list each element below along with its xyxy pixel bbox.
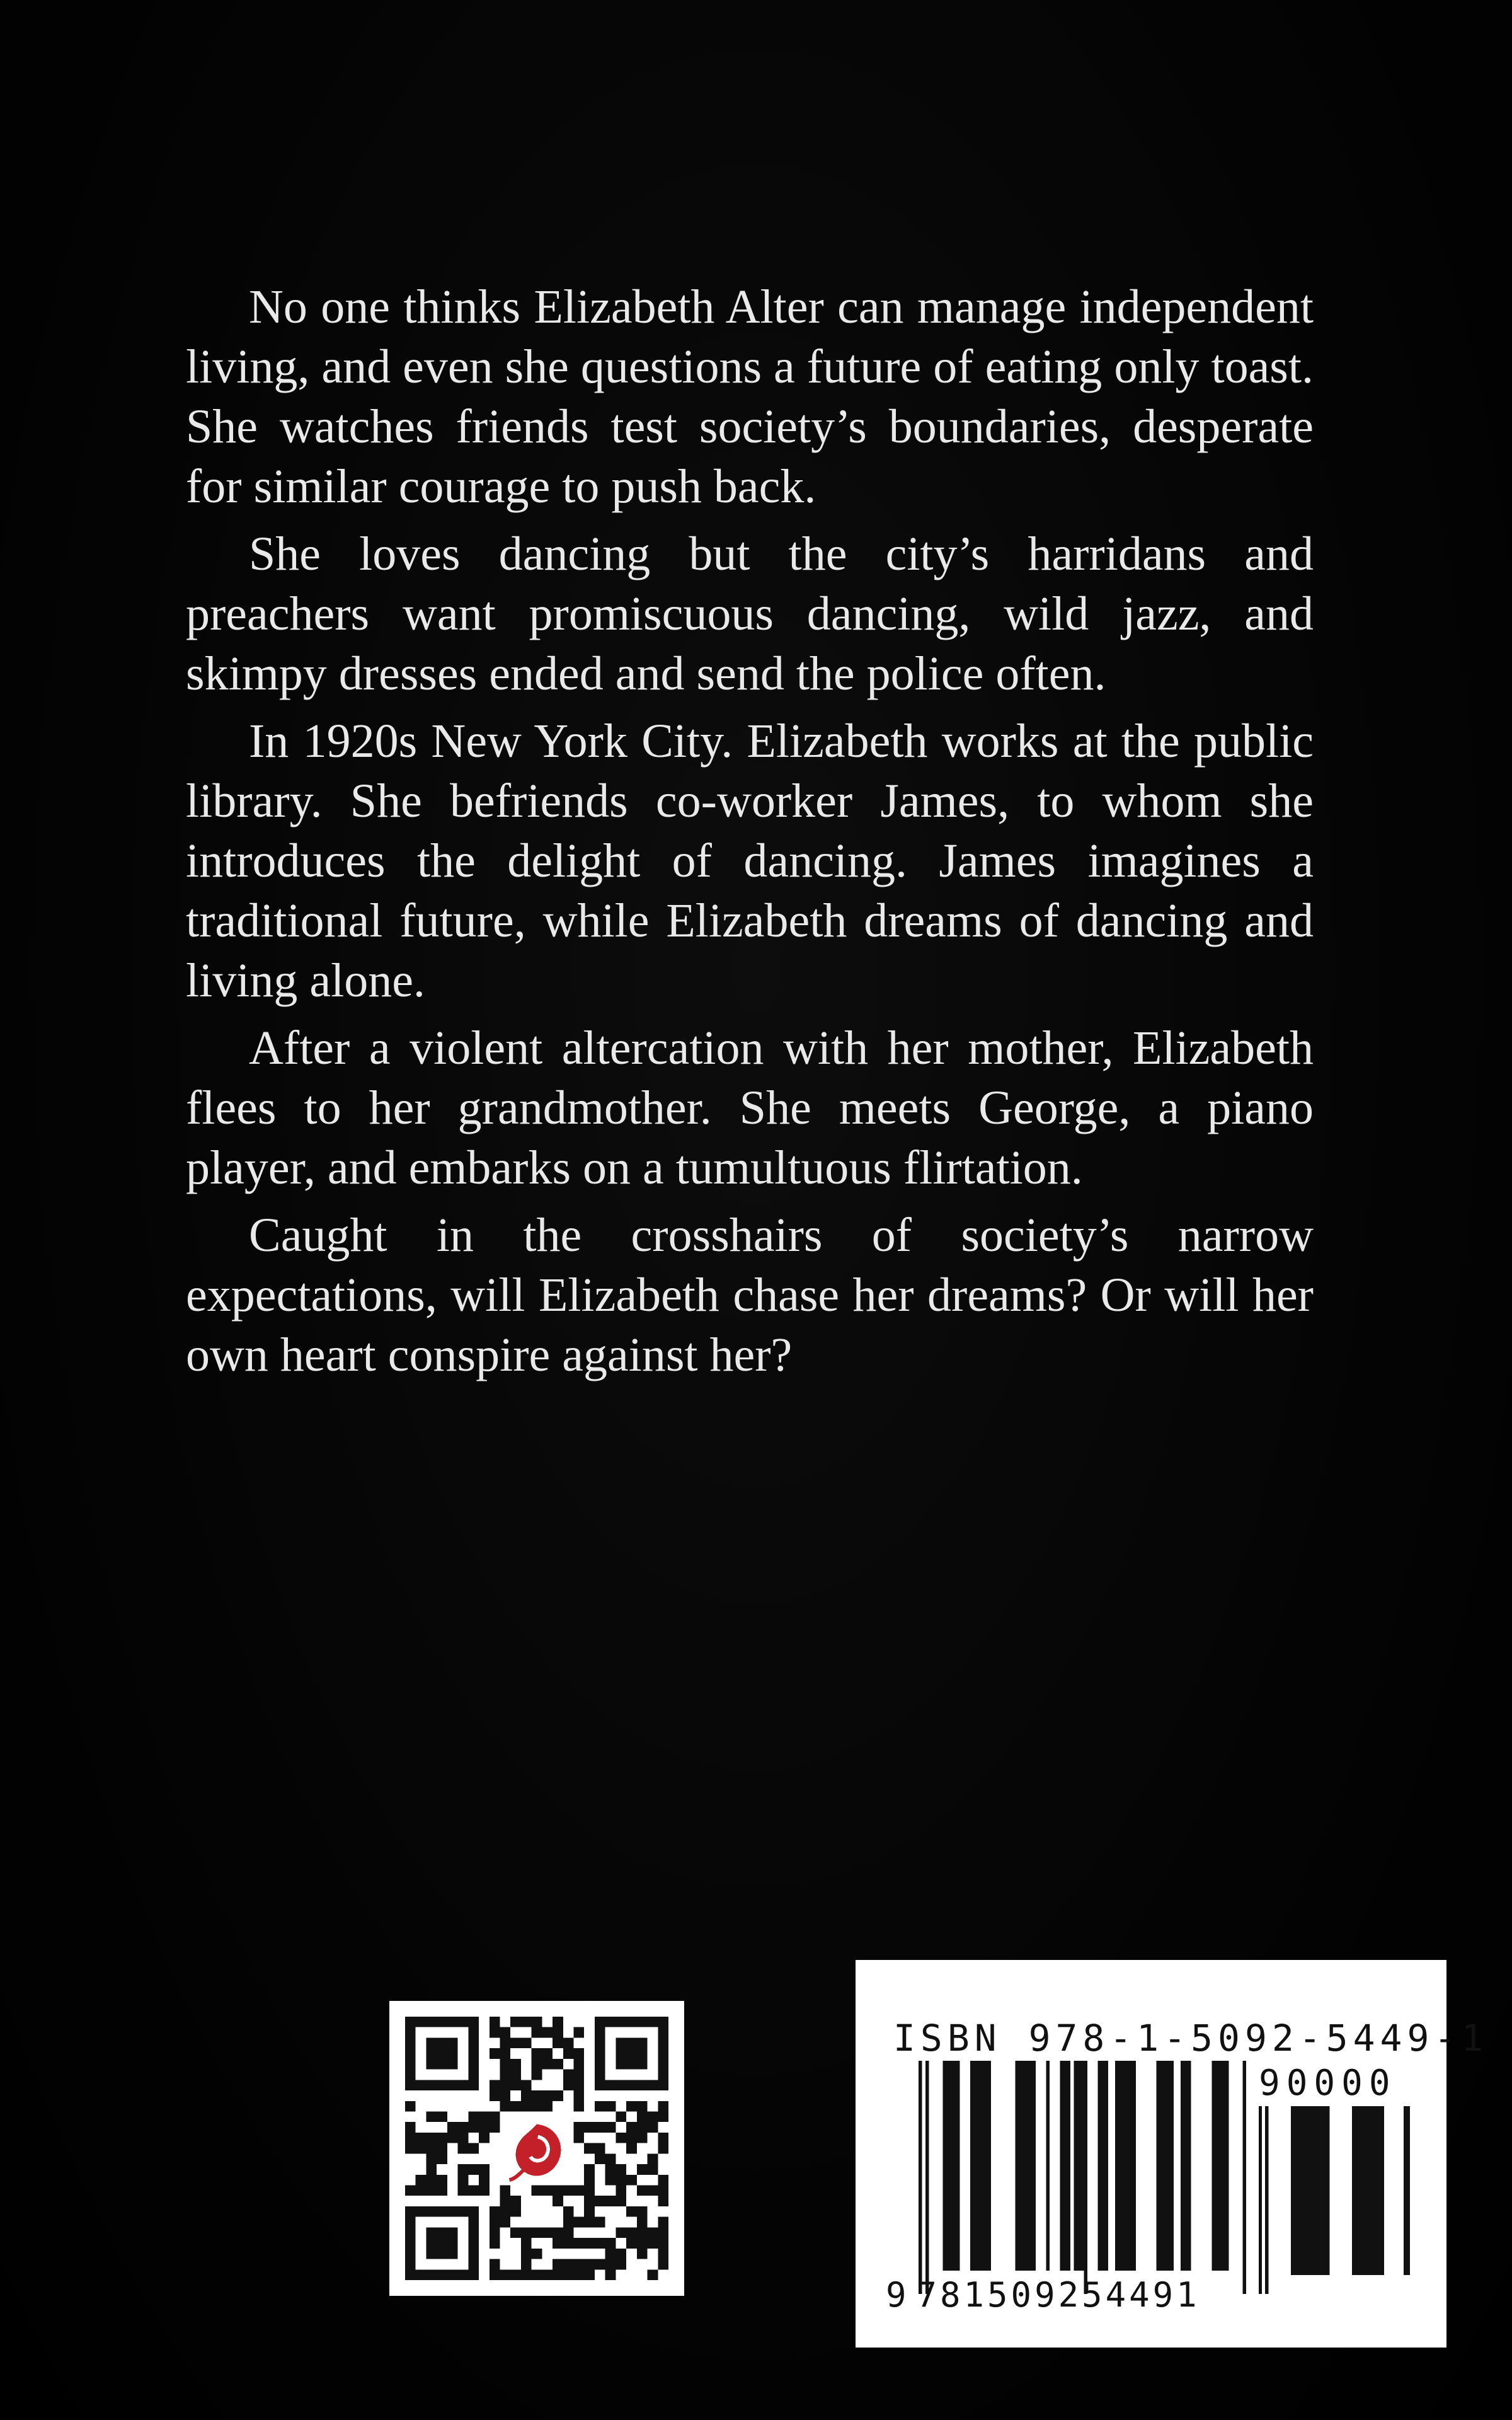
ean-barcode-bars [919,2061,1246,2294]
book-blurb [186,277,1314,1393]
blurb-paragraph-4: After a violent altercation with her mother, Elizabeth flees to her grandmother. She meets George, a piano player, and embarks on a tumultuous flirtation. [186,1022,1314,1194]
qr-code-pattern [405,2017,668,2280]
blurb-paragraph-1: No one thinks Elizabeth Alter can manage independent living, and even she questions a future of eating only toast. She watches friends test society’s boundaries, desperate for similar courage to push back. [186,280,1314,513]
qr-code [389,2001,684,2296]
isbn-barcode [856,1960,1489,2348]
blurb-paragraph-3: In 1920s New York City. Elizabeth works at the public library. She befriends co-worker James, to whom she introduces the delight of dancing. James imagines a traditional future, while Elizabeth dreams of dancing and living alone. [186,715,1314,1007]
qr-finder-bottom-left [405,2206,479,2280]
isbn-label: ISBN 978-1-5092-5449-1 [893,2017,1489,2060]
ean-first-digit: 9 [886,2275,907,2315]
ean-remaining-digits: 781509254491 [916,2275,1200,2315]
qr-finder-top-left [405,2017,479,2090]
addon-barcode-bars [1259,2106,1410,2294]
price-code: 90000 [1259,2063,1397,2104]
blurb-paragraph-5: Caught in the crosshairs of society’s narrow expectations, will Elizabeth chase her dreams? Or will her own heart conspire against her? [186,1209,1314,1381]
rose-logo-icon [502,2114,571,2183]
blurb-paragraph-2: She loves dancing but the city’s harridans and preachers want promiscuous dancing, wild jazz, and skimpy dresses ended and send the police often. [186,527,1314,700]
qr-finder-top-right [595,2017,668,2090]
ean-digits [886,2275,1200,2315]
